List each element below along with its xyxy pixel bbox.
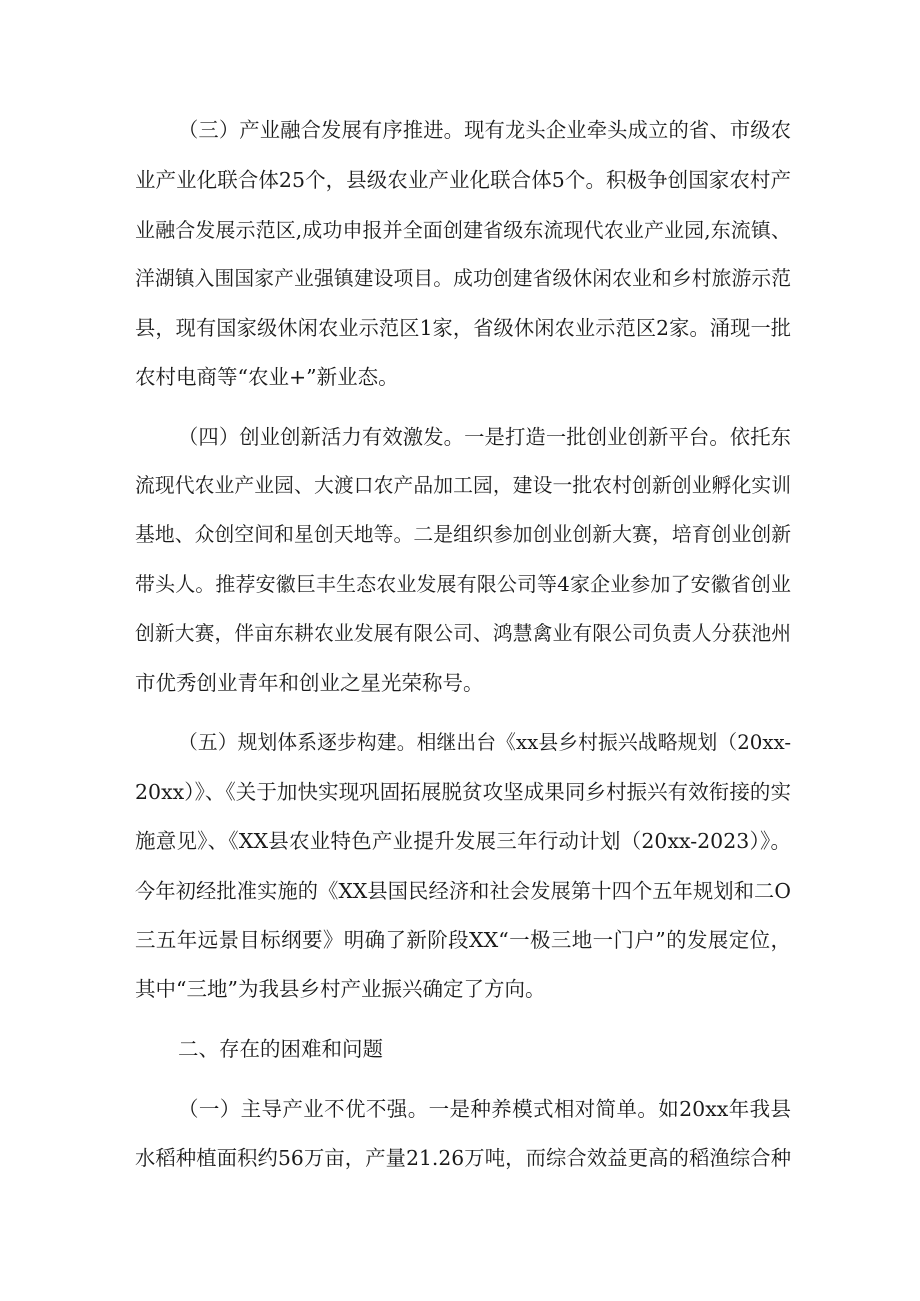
text-line: 施意见》、《XX县农业特色产业提升发展三年行动计划（20xx-2023）》。 xyxy=(135,829,791,853)
text-line: 市优秀创业青年和创业之星光荣称号。 xyxy=(135,671,484,695)
text-line: （五）规划体系逐步构建。相继出台《xx县乡村振兴战略规划（20xx- xyxy=(178,731,791,754)
text-line: 县，现有国家级休闲农业示范区1家，省级休闲农业示范区2家。涌现一批 xyxy=(135,316,791,340)
text-line: 流现代农业产业园、大渡口农产品加工园，建设一批农村创新创业孵化实训 xyxy=(135,474,791,497)
text-line: 水稻种植面积约56万亩，产量21.26万吨，而综合效益更高的稻渔综合种 xyxy=(135,1146,791,1170)
text-line: 基地、众创空间和星创天地等。二是组织参加创业创新大赛，培育创业创新 xyxy=(135,523,791,546)
text-line: （四）创业创新活力有效激发。一是打造一批创业创新平台。依托东 xyxy=(178,425,791,449)
text-line: 业产业化联合体25个，县级农业产业化联合体5个。积极争创国家农村产 xyxy=(135,168,791,192)
text-line: 三五年远景目标纲要》明确了新阶段XX“一极三地一门户”的发展定位， xyxy=(135,928,791,952)
text-line: 创新大赛，伴亩东耕农业发展有限公司、鸿慧禽业有限公司负责人分获池州 xyxy=(135,622,791,645)
text-line: 20xx）》、《关于加快实现巩固拓展脱贫攻坚成果同乡村振兴有效衔接的实 xyxy=(135,780,791,804)
text-line: 洋湖镇入围国家产业强镇建设项目。成功创建省级休闲农业和乡村旅游示范 xyxy=(135,267,791,290)
text-line: 农村电商等“农业+”新业态。 xyxy=(135,365,399,389)
text-line: （一）主导产业不优不强。一是种养模式相对简单。如20xx年我县 xyxy=(178,1097,791,1121)
text-line: 带头人。推荐安徽巨丰生态农业发展有限公司等4家企业参加了安徽省创业 xyxy=(135,572,791,596)
section-heading: 二、存在的困难和问题 xyxy=(178,1037,383,1061)
text-line: 其中“三地”为我县乡村产业振兴确定了方向。 xyxy=(135,977,546,1001)
text-line: 今年初经批准实施的《XX县国民经济和社会发展第十四个五年规划和二O xyxy=(135,879,791,903)
text-line: （三）产业融合发展有序推进。现有龙头企业牵头成立的省、市级农 xyxy=(178,118,791,142)
text-line: 业融合发展示范区,成功申报并全面创建省级东流现代农业产业园,东流镇、 xyxy=(135,218,791,242)
